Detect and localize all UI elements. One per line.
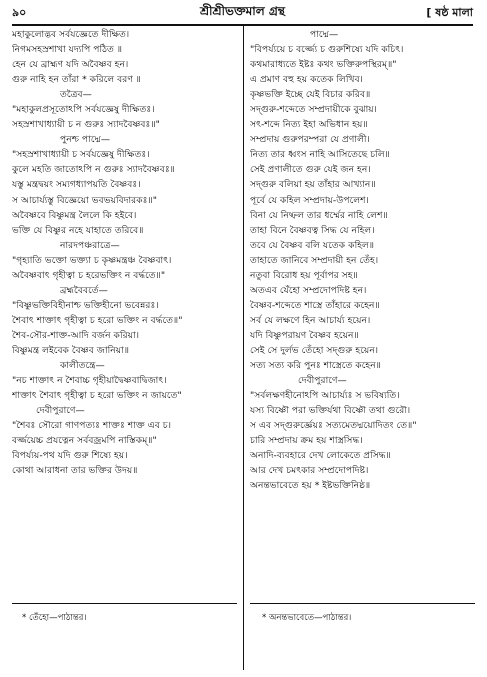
- verse-line: "বিষ্ণুভক্তিবিহীনাশ্চ ভক্তিহীনো ভবেন্নরঃ।: [12, 299, 159, 311]
- verse-line: বিপর্য্যয়-পথ যদি গুরু শিষ্যে হয়।: [12, 450, 128, 462]
- verse-line: বিনা যে নিষ্ফল তার ধর্ম্মের নাহি লেশ॥: [250, 209, 388, 221]
- verse-line: কুলে মহতি জাতোঽপি ন গুরুঃ স্যাদবৈষ্ণবঃ॥: [12, 164, 175, 176]
- verse-line: তবে যে বৈষ্ণব বলি যতেক কহিল॥: [250, 239, 375, 251]
- footnote-left: * তেঁহো—পাঠান্তর।: [22, 613, 87, 623]
- left-column: [12, 27, 237, 595]
- verse-line: সদ্গুরু বলিয়া হয় তাঁহার আখ্যান॥: [250, 179, 376, 191]
- section-label: [ ষষ্ঠ মালা: [426, 5, 473, 19]
- verse-line: হেন যে ব্রাহ্মণ যদি অবৈষ্ণব হন।: [12, 59, 129, 71]
- verse-line: যদি বিষ্ণুপরায়ণ বৈষ্ণব হয়েন॥: [250, 329, 359, 341]
- verse-line: অতএব যেঁহো সম্প্রদোপদিষ্ট হন।: [250, 284, 367, 296]
- verse-line: আর দেখ চমৎকার সম্প্রদোপদিষ্ট।: [250, 465, 369, 477]
- verse-line: সম্প্রদায় গুরুপরম্পরা যে প্রণালী।: [250, 134, 370, 146]
- verse-line: কালীতন্ত্রে—: [60, 360, 105, 372]
- verse-line: অবৈষ্ণবে বিষ্ণুমন্ত্র লৈলে কি হইবে।: [12, 209, 137, 221]
- verse-line: তাহা বিনে বৈষ্ণবত্ব সিদ্ধ যে নহিল।: [250, 224, 375, 236]
- verse-line: "সহস্রশাখাধ্যায়ী চ সর্বযজ্ঞেষু দীক্ষিতঃ।: [12, 149, 150, 161]
- book-title: শ্রীশ্রীভক্তমাল গ্রন্থ: [200, 4, 285, 18]
- verse-line: যস্তু মন্ত্রদ্বয়ং সম্যগধ্যাপয়তি বৈষ্ণবঃ।: [12, 179, 141, 191]
- footnote-rule-left: [12, 603, 237, 604]
- verse-line: এ প্রমাণ বহু হয় কতেক লিখিব।: [250, 74, 363, 86]
- verse-line: বর্জ্জয়েচ্চ প্রযত্নেন সর্ববজ্রমপি নাস্তিকম্॥": [12, 435, 157, 447]
- verse-line: কথমারাধ্যতে ইষ্টঃ কথং ভক্তিরুপস্থিরম্॥": [250, 59, 397, 71]
- verse-line: ব্রহ্মবৈবর্তে—: [60, 284, 108, 296]
- verse-line: অবৈষ্ণবাৎ গৃহীত্বা চ হরেভক্তিং ন বর্দ্ধতে॥": [12, 269, 166, 281]
- verse-line: বিষ্ণুমন্ত্র লইবেক বৈষ্ণব জানিয়া॥: [12, 344, 130, 356]
- verse-line: অনাদি-ব্যবহারে দেখ লোকেতে প্রসিদ্ধ॥: [250, 450, 391, 462]
- verse-line: দেবীপুরাণে—: [298, 375, 347, 387]
- verse-line: নারদপঞ্চরাত্রে—: [60, 239, 120, 251]
- verse-line: বৈষ্ণব-শব্দেতে শাস্ত্রে তাঁহারে কহেন॥: [250, 299, 380, 311]
- verse-line: যস্য বিষ্ণৌ পরা ভক্তির্যথা বিষ্ণৌ তথা গুরৌ।: [250, 405, 411, 417]
- verse-line: "শৈবঃ সৌরো গাণপত্যঃ শাক্তঃ শাক্ত এব চ।: [12, 420, 171, 432]
- verse-line: পাদ্মে—: [310, 29, 339, 40]
- verse-line: স আচার্য্যস্তু বিজ্ঞেয়ো ভবভয়বিদারকঃ॥": [12, 194, 157, 206]
- verse-line: পুনশ্চ পাদ্মে—: [60, 134, 111, 146]
- verse-line: শৈব-সৌর-শাক্ত-আদি বর্জন করিয়া।: [12, 329, 140, 341]
- verse-line: "বিপর্য্যয়ে চ বর্জ্জ্যে চ গুরুশিষ্যে যদি কচিৎ।: [250, 44, 404, 56]
- verse-line: সদ্গুরু-শব্দেতে সম্প্রদায়ীকে বুঝায়।: [250, 104, 377, 116]
- right-column: [250, 27, 475, 595]
- verse-line: সেই প্রণালীতে গুরু যেই জন হন।: [250, 164, 371, 176]
- verse-line: কৃষ্ণভক্তি ইচ্ছে যেই বিচার করিব॥: [250, 89, 371, 101]
- verse-line: "গৃহ্যাতি ভক্তো ভক্ত্যা চ কৃষ্ণমন্ত্রঞ্চ বৈষ্ণবাৎ।: [12, 254, 172, 266]
- verse-line: সত্য সত্য করি পুনঃ শাস্ত্রেতে কহেন॥: [250, 360, 381, 372]
- verse-line: নিগমসহস্রশাখা যদ্যপি পঠিত ॥: [12, 44, 123, 56]
- footnote-right: * অনন্তভাবেতে—পাঠান্তর।: [262, 613, 352, 623]
- verse-line: দেবীপুরাণে—: [36, 405, 85, 417]
- footnote-rule-right: [250, 603, 475, 604]
- column-divider: [243, 25, 244, 670]
- verse-line: তাহাতে জানিবে সম্প্রদায়ী হন তেঁহ।: [250, 254, 379, 266]
- verse-line: "মহাকুলপ্রসূতোঽপি সর্বযজ্ঞেষু দীক্ষিতঃ।: [12, 104, 155, 116]
- verse-line: "সর্বলক্ষণহীনোঽপি আচার্য্যঃ স ভবিষ্যতি।: [250, 390, 400, 402]
- page-number: ৯০: [12, 5, 27, 19]
- verse-line: নিত্য তার ধ্বংস নাহি আসিতেছে চলি॥: [250, 149, 390, 161]
- verse-line: চারি সম্প্রদায় ক্রম হয় শাস্ত্রসিদ্ধ।: [250, 435, 363, 447]
- verse-line: গুরু নাহি হন তাঁরা * করিলে বরণ ॥: [12, 74, 141, 86]
- verse-line: "নচ শাক্তাৎ ন শৈবাচ্চ গৃহীয়াদ্বৈষ্ণবাদ্বিজাৎ।: [12, 375, 167, 387]
- verse-line: পূর্বে যে কহিল সম্প্রদায়-উপলেশ।: [250, 194, 369, 206]
- verse-line: ভক্তি যে বিষ্ণুর নহে যাহাতে তরিবে॥: [12, 224, 144, 236]
- verse-line: সর্ব যে লক্ষণে হিন আচার্য্য হয়েন।: [250, 314, 371, 326]
- verse-line: নতুবা বিরোধ হয় পূর্বাপর সহ॥: [250, 269, 358, 281]
- verse-line: সহস্রশাখাধ্যায়ী চ ন গুরুঃ স্যাদবৈষ্ণবঃ॥": [12, 119, 160, 131]
- verse-line: কোথা আরাধনা তার ভক্তির উদয়॥: [12, 465, 138, 477]
- page-header: [12, 4, 473, 22]
- verse-line: মহাকুলোদ্ভব সর্বযজ্ঞেতে দীক্ষিত।: [12, 29, 130, 40]
- verse-line: তত্রৈব—: [60, 89, 92, 101]
- verse-line: স এব সদ্গুরুর্জ্ঞেয়ঃ সত্যমেতদ্ময়োদিতং তে॥": [250, 420, 417, 432]
- verse-line: শাক্তাৎ শৈবাৎ গৃহীত্বা চ হরো ভক্তিং ন জায়তে": [12, 390, 182, 402]
- verse-line: অনন্তভাবেতে হয় * ইষ্টভক্তিনিষ্ঠ॥: [250, 480, 371, 492]
- verse-line: সৎ-শব্দে নিত্য ইহা অভিধান হয়॥: [250, 119, 368, 131]
- verse-line: শৈবাৎ শাক্তাৎ গৃহীত্বা চ হরো ভক্তিং ন বর্দ্ধতে॥": [12, 314, 183, 326]
- verse-line: সেই সে দুর্লভ তেঁহো সদ্গুরু হয়েন।: [250, 344, 379, 356]
